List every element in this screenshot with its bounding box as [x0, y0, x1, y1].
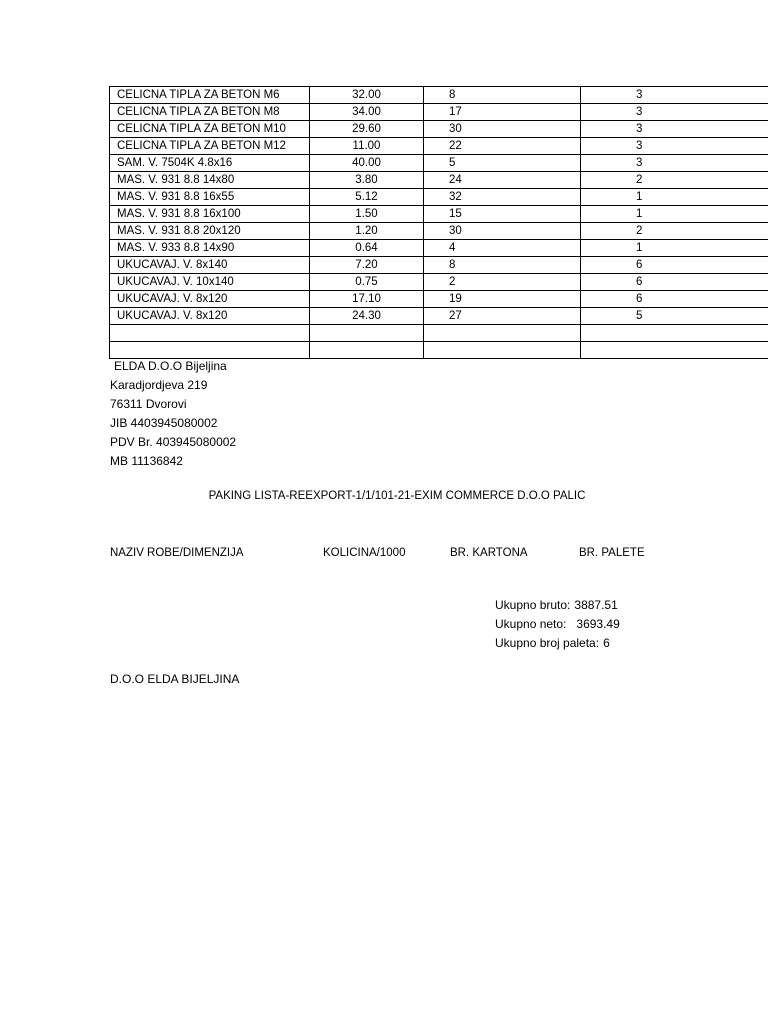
item-name-cell: MAS. V. 931 8.8 14x80 — [110, 172, 310, 189]
item-boxes-cell: 17 — [424, 104, 581, 121]
item-pallet-cell: 3 — [581, 104, 768, 121]
item-quantity-cell: 3.80 — [310, 172, 424, 189]
item-name-cell: UKUCAVAJ. V. 10x140 — [110, 274, 310, 291]
company-street: Karadjordjeva 219 — [110, 378, 208, 392]
total-pallets-value: 6 — [603, 636, 610, 650]
company-jib: JIB 4403945080002 — [110, 416, 218, 430]
item-boxes-cell: 30 — [424, 223, 581, 240]
item-pallet-cell: 2 — [581, 223, 768, 240]
document-title: PAKING LISTA-REEXPORT-1/1/101-21-EXIM COMMERCE D.O.O PALIC — [208, 490, 586, 502]
item-name-cell: CELICNA TIPLA ZA BETON M12 — [110, 138, 310, 155]
table-row — [110, 291, 768, 308]
company-mb: MB 11136842 — [110, 454, 183, 468]
total-bruto-label: Ukupno bruto: — [495, 598, 571, 612]
item-quantity-cell: 17.10 — [310, 291, 424, 308]
item-pallet-cell: 1 — [581, 206, 768, 223]
item-pallet-cell: 2 — [581, 172, 768, 189]
company-address-block — [110, 357, 410, 471]
item-pallet-cell: 1 — [581, 189, 768, 206]
header-quantity: KOLICINA/1000 — [323, 547, 406, 559]
item-name-cell — [110, 342, 310, 359]
item-name-cell: MAS. V. 931 8.8 16x55 — [110, 189, 310, 206]
footer-company-name: D.O.O ELDA BIJELJINA — [110, 672, 240, 686]
item-quantity-cell: 0.64 — [310, 240, 424, 257]
company-pdv: PDV Br. 403945080002 — [110, 435, 237, 449]
item-quantity-cell: 29.60 — [310, 121, 424, 138]
item-name-cell — [110, 325, 310, 342]
item-name-cell: MAS. V. 933 8.8 14x90 — [110, 240, 310, 257]
item-name-cell: UKUCAVAJ. V. 8x120 — [110, 291, 310, 308]
item-quantity-cell: 5.12 — [310, 189, 424, 206]
items-table-body — [110, 87, 768, 359]
item-boxes-cell: 19 — [424, 291, 581, 308]
total-neto-label: Ukupno neto: — [495, 617, 567, 631]
item-quantity-cell: 11.00 — [310, 138, 424, 155]
item-boxes-cell: 30 — [424, 121, 581, 138]
item-boxes-cell: 8 — [424, 257, 581, 274]
item-pallet-cell: 3 — [581, 121, 768, 138]
table-row — [110, 189, 768, 206]
item-quantity-cell — [310, 325, 424, 342]
item-boxes-cell: 5 — [424, 155, 581, 172]
item-pallet-cell: 3 — [581, 155, 768, 172]
item-quantity-cell: 1.50 — [310, 206, 424, 223]
table-row — [110, 274, 768, 291]
table-row — [110, 206, 768, 223]
total-pallets-label: Ukupno broj paleta: — [495, 636, 600, 650]
totals-block — [495, 596, 715, 653]
item-boxes-cell: 15 — [424, 206, 581, 223]
table-row — [110, 223, 768, 240]
item-boxes-cell: 32 — [424, 189, 581, 206]
item-boxes-cell: 22 — [424, 138, 581, 155]
item-quantity-cell: 34.00 — [310, 104, 424, 121]
table-row — [110, 240, 768, 257]
item-boxes-cell: 8 — [424, 87, 581, 104]
item-name-cell: UKUCAVAJ. V. 8x120 — [110, 308, 310, 325]
item-quantity-cell: 40.00 — [310, 155, 424, 172]
item-quantity-cell — [310, 342, 424, 359]
table-row — [110, 257, 768, 274]
table-row — [110, 308, 768, 325]
company-name: ELDA D.O.O Bijeljina — [114, 359, 227, 373]
item-name-cell: UKUCAVAJ. V. 8x140 — [110, 257, 310, 274]
item-name-cell: MAS. V. 931 8.8 20x120 — [110, 223, 310, 240]
item-pallet-cell: 6 — [581, 291, 768, 308]
item-pallet-cell: 5 — [581, 308, 768, 325]
table-row — [110, 155, 768, 172]
company-city: 76311 Dvorovi — [110, 397, 187, 411]
item-quantity-cell: 1.20 — [310, 223, 424, 240]
item-boxes-cell: 2 — [424, 274, 581, 291]
item-pallet-cell — [581, 342, 768, 359]
item-name-cell: CELICNA TIPLA ZA BETON M10 — [110, 121, 310, 138]
table-row — [110, 172, 768, 189]
item-quantity-cell: 7.20 — [310, 257, 424, 274]
total-bruto — [495, 596, 715, 615]
total-bruto-value: 3887.51 — [574, 598, 618, 612]
total-pallets — [495, 634, 715, 653]
item-name-cell: CELICNA TIPLA ZA BETON M8 — [110, 104, 310, 121]
item-name-cell: SAM. V. 7504K 4.8x16 — [110, 155, 310, 172]
table-row — [110, 104, 768, 121]
header-pallet: BR. PALETE — [579, 547, 645, 559]
item-boxes-cell: 27 — [424, 308, 581, 325]
item-quantity-cell: 0.75 — [310, 274, 424, 291]
header-boxes: BR. KARTONA — [450, 547, 528, 559]
table-row — [110, 325, 768, 342]
item-pallet-cell: 1 — [581, 240, 768, 257]
item-quantity-cell: 24.30 — [310, 308, 424, 325]
total-neto — [495, 615, 715, 634]
item-name-cell: MAS. V. 931 8.8 16x100 — [110, 206, 310, 223]
item-boxes-cell — [424, 342, 581, 359]
item-pallet-cell: 3 — [581, 138, 768, 155]
item-pallet-cell: 6 — [581, 257, 768, 274]
item-boxes-cell: 4 — [424, 240, 581, 257]
item-boxes-cell: 24 — [424, 172, 581, 189]
table-row — [110, 87, 768, 104]
column-headers — [0, 547, 768, 565]
table-row — [110, 342, 768, 359]
header-item-name: NAZIV ROBE/DIMENZIJA — [110, 547, 244, 559]
item-pallet-cell: 6 — [581, 274, 768, 291]
item-pallet-cell — [581, 325, 768, 342]
item-name-cell: CELICNA TIPLA ZA BETON M6 — [110, 87, 310, 104]
item-boxes-cell — [424, 325, 581, 342]
total-neto-value: 3693.49 — [576, 617, 620, 631]
table-row — [110, 138, 768, 155]
item-quantity-cell: 32.00 — [310, 87, 424, 104]
item-pallet-cell: 3 — [581, 87, 768, 104]
table-row — [110, 121, 768, 138]
items-table — [109, 86, 768, 359]
